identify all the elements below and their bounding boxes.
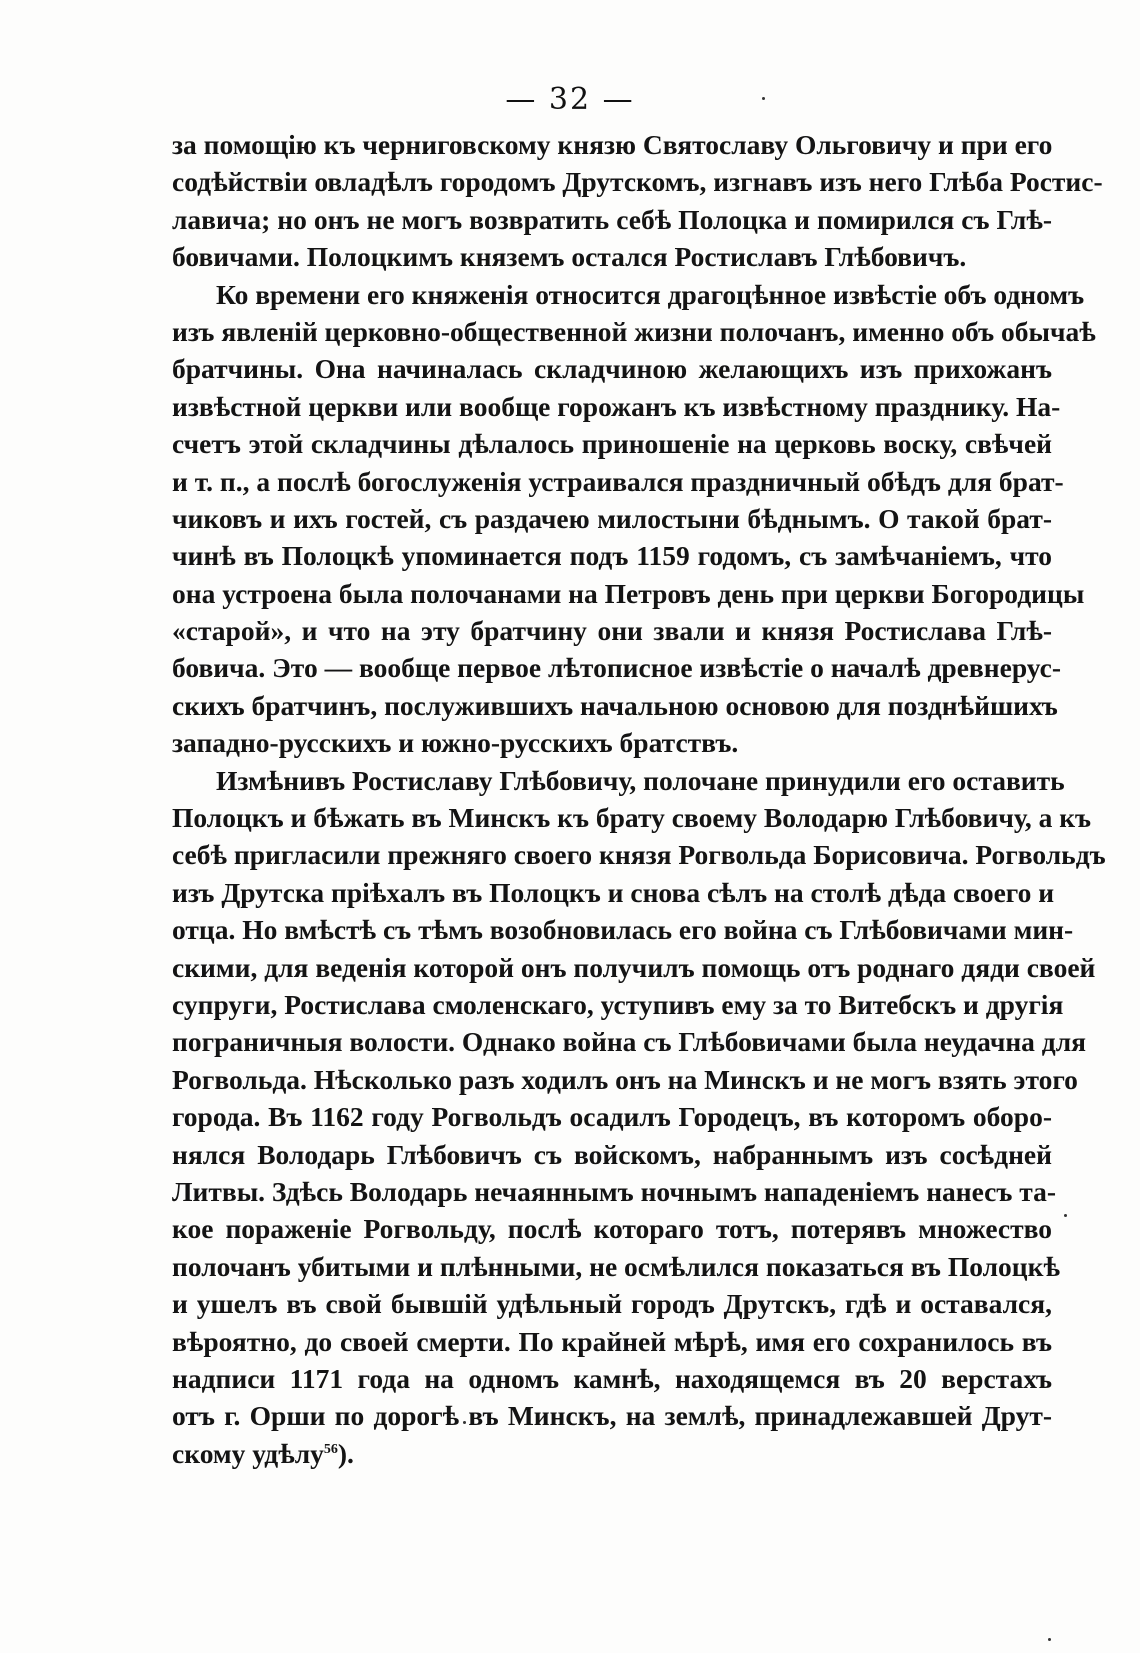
text-line: супруги, Ростислава смоленскаго, уступивъ ему за то Витебскъ и другія	[172, 988, 1064, 1020]
text-line: и т. п., а послѣ богослуженія устраивался праздничный обѣдъ для брат-	[172, 465, 1064, 497]
footnote-reference[interactable]: 56	[323, 1441, 338, 1457]
text-line: извѣстной церкви или вообще горожанъ къ извѣстному празднику. На-	[172, 390, 1061, 422]
text-line: она устроена была полочанами на Петровъ день при церкви Богородицы	[172, 577, 1085, 609]
text-line: вѣроятно, до своей смерти. По крайней мѣрѣ, имя его сохранилось въ	[172, 1325, 1052, 1357]
text-line: отъ г. Орши по дорогѣ въ Минскъ, на землѣ, принадлежавшей Друт-	[172, 1400, 1052, 1432]
text-line: чинѣ въ Полоцкѣ упоминается подъ 1159 годомъ, съ замѣчаніемъ, что	[172, 540, 1052, 572]
text-line: отца. Но вмѣстѣ съ тѣмъ возобновилась его война съ Глѣбовичами мин-	[172, 914, 1074, 946]
text-line: нялся Володарь Глѣбовичъ съ войскомъ, набраннымъ изъ сосѣдней	[172, 1138, 1052, 1170]
text-line: Измѣнивъ Ростиславу Глѣбовичу, полочане принудили его оставить	[216, 764, 1065, 796]
text-line: Литвы. Здѣсь Володарь нечаяннымъ ночнымъ нападеніемъ нанесъ та-	[172, 1175, 1057, 1207]
text-line: и ушелъ въ свой бывшій удѣльный городъ Друтскъ, гдѣ и оставался,	[172, 1288, 1052, 1320]
text-line: счетъ этой складчины дѣлалось приношеніе на церковь воску, свѣчей	[172, 428, 1052, 460]
text-line: себѣ пригласили прежняго своего князя Рогвольда Борисовича. Рогвольдъ	[172, 839, 1106, 871]
body-text	[172, 126, 1106, 1472]
page-number: — 32 —	[505, 82, 635, 117]
text-line: Рогвольда. Нѣсколько разъ ходилъ онъ на Минскъ и не могъ взять этого	[172, 1063, 1078, 1095]
text-line: скихъ братчинъ, послужившихъ начальною основою для позднѣйшихъ	[172, 689, 1058, 721]
final-line-closing: ).	[337, 1437, 354, 1469]
text-line: надписи 1171 года на одномъ камнѣ, находящемся въ 20 верстахъ	[172, 1362, 1052, 1394]
text-line: города. Въ 1162 году Рогвольдъ осадилъ Городецъ, въ которомъ оборо-	[172, 1101, 1052, 1133]
paragraph-1	[172, 126, 1103, 276]
text-line: кое пораженіе Рогвольду, послѣ котораго тотъ, потерявъ множество	[172, 1213, 1052, 1245]
text-line: изъ Друтска пріѣхалъ въ Полоцкъ и снова сѣлъ на столѣ дѣда своего и	[172, 876, 1055, 908]
text-line: скими, для веденія которой онъ получилъ помощь отъ роднаго дяди своей	[172, 951, 1096, 983]
text-line: чиковъ и ихъ гостей, съ раздачею милостыни бѣднымъ. О такой брат-	[172, 502, 1052, 534]
stray-mark	[1048, 1638, 1051, 1641]
text-line: лавича; но онъ не могъ возвратить себѣ Полоцка и помирился съ Глѣ-	[172, 203, 1052, 235]
text-line: бовича. Это — вообще первое лѣтописное извѣстіе о началѣ древнерус-	[172, 652, 1062, 684]
text-line: братчины. Она начиналась складчиною желающихъ изъ прихожанъ	[172, 353, 1052, 385]
text-line: «старой», и что на эту братчину они звали и князя Ростислава Глѣ-	[172, 615, 1052, 647]
text-line: Полоцкъ и бѣжать въ Минскъ къ брату своему Володарю Глѣбовичу, а къ	[172, 802, 1092, 834]
text-line-final	[172, 1435, 1052, 1472]
text-line: западно-русскихъ и южно-русскихъ братствъ.	[172, 727, 739, 759]
text-line: бовичами. Полоцкимъ княземъ остался Ростиславъ Глѣбовичъ.	[172, 241, 967, 273]
text-line: за помощію къ черниговскому князю Святославу Ольговичу и при его	[172, 129, 1053, 160]
stray-mark	[1064, 1214, 1067, 1217]
final-line-text: скому удѣлу	[172, 1437, 324, 1469]
text-line: изъ явленій церковно-общественной жизни полочанъ, именно объ обычаѣ	[172, 315, 1096, 347]
paragraph-3	[172, 762, 1106, 1472]
text-line: пограничныя волости. Однако война съ Глѣбовичами была неудачна для	[172, 1026, 1087, 1058]
text-line: Ко времени его княженія относится драгоцѣнное извѣстіе объ одномъ	[216, 278, 1085, 310]
paragraph-2	[172, 276, 1096, 762]
text-line: полочанъ убитыми и плѣнными, не осмѣлился показаться въ Полоцкѣ	[172, 1250, 1060, 1282]
stray-mark	[762, 97, 765, 100]
text-line: содѣйствіи овладѣлъ городомъ Друтскомъ, изгнавъ изъ него Глѣба Ростис-	[172, 166, 1103, 198]
